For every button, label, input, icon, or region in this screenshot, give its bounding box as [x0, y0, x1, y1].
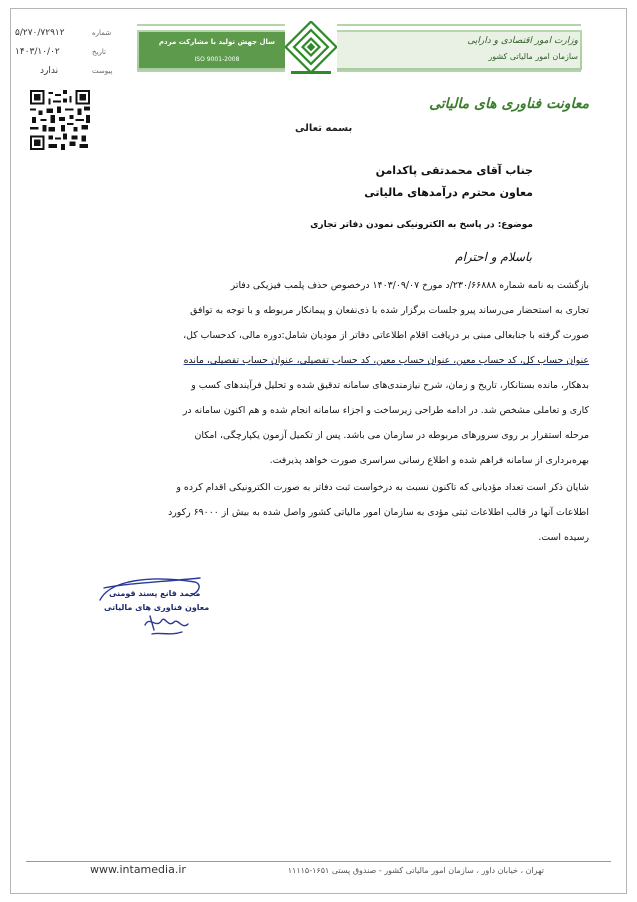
signer-title: معاون فناوری های مالیاتی	[104, 603, 210, 612]
attachment-label: پیوست	[92, 67, 113, 75]
bismillah: بسمه تعالی	[295, 123, 353, 134]
letter-page	[10, 8, 627, 894]
letter-number-label: شماره	[92, 29, 112, 37]
letter-date-label: تاریخ	[92, 48, 106, 56]
tax-organization-emblem-icon	[285, 21, 337, 79]
paragraph-line-underlined: عنوان حساب کل، کد حساب معین، عنوان حساب معین، کد حساب تفصیلی، عنوان حساب تفصیلی، مانده	[183, 355, 589, 366]
paragraph-line: بدهکار، مانده بستانکار، تاریخ و زمان، شرح نیازمندی‌های سامانه تدقیق شده و تحلیل فرآیندهای کسب و	[191, 380, 589, 391]
iso-label: ISO 9001-2008	[194, 56, 240, 63]
letter-number: ۵/۲۷۰/۷۲۹۱۲	[15, 28, 65, 38]
footer-address: تهران ، خیابان داور ، سازمان امور مالیاتی کشور - صندوق پستی ۱۶۵۱-۱۱۱۱۵	[287, 866, 544, 875]
recipient-name: جناب آقای محمدتقی پاکدامن	[375, 164, 533, 177]
paragraph-line: مرحله استقرار بر روی سرورهای مربوطه در سازمان می باشد. پس از تکمیل آزمون یکپارچگی، امکان	[194, 430, 589, 441]
paragraph-line: رسیده است.	[538, 532, 589, 543]
paragraph-line: کاری و تعاملی مشخص شد. در ادامه طراحی زیرساخت و اجزاء سامانه انجام شده و هم اکنون سامانه در	[182, 405, 589, 416]
paragraph-line: بازگشت به نامه شماره ۲۳۰/۶۶۸۸۸/د مورخ ۱۴۰۳/۰۹/۰۷ درخصوص حذف پلمب فیزیکی دفاتر	[230, 280, 589, 291]
paragraph-line: بهره‌برداری از سامانه فراهم شده و اطلاع رسانی سراسری صورت خواهد پذیرفت.	[269, 455, 589, 466]
year-slogan: سال جهش تولید با مشارکت مردم	[158, 38, 276, 46]
footer-divider	[26, 861, 611, 862]
attachment-value: ندارد	[40, 66, 59, 76]
footer-website: www.intamedia.ir	[90, 863, 186, 876]
signer-name: محمد قانع پسند قومنی	[109, 589, 201, 598]
greeting: باسلام و احترام	[455, 250, 532, 264]
organization-name: سازمان امور مالیاتی کشور	[488, 52, 578, 61]
department-title: معاونت فناوری های مالیاتی	[429, 96, 589, 112]
recipient-title: معاون محترم درآمدهای مالیاتی	[364, 186, 533, 199]
paragraph-line: شایان ذکر است تعداد مؤدیانی که تاکنون نسبت به درخواست ثبت دفاتر به صورت الکترونیکی اقدام کرده و	[176, 482, 589, 493]
qr-code-icon	[30, 90, 90, 150]
letter-date: ۱۴۰۳/۱۰/۰۲	[15, 47, 60, 57]
paragraph-line: اطلاعات آنها در قالب اطلاعات ثبتی مؤدی به سازمان امور مالیاتی کشور واصل شده به بیش از ۶۹۰۰۰ رکورد	[168, 507, 589, 518]
letter-subject: موضوع: در پاسخ به الکترونیکی نمودن دفاتر تجاری	[310, 220, 533, 230]
ministry-name: وزارت امور اقتصادی و دارایی	[467, 36, 578, 46]
paragraph-line: تجاری به استحضار می‌رساند پیرو جلسات برگزار شده با ذی‌نفعان و پیمانکار مربوطه و با توجه به توافق	[190, 305, 589, 316]
paragraph-line: صورت گرفته با جنابعالی مبنی بر دریافت اقلام اطلاعاتی دفاتر از مودیان شامل:دوره مالی، کدحساب کل،	[183, 330, 589, 341]
